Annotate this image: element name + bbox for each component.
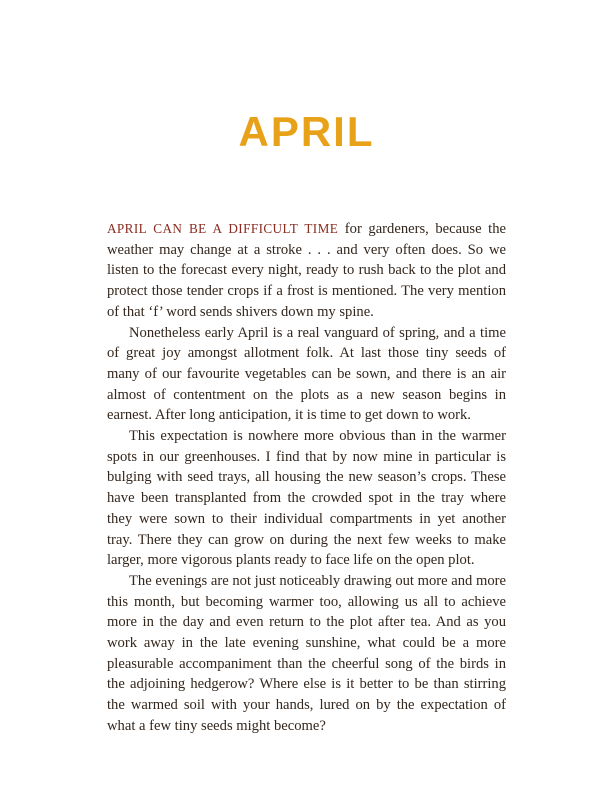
paragraph-4: The evenings are not just noticeably drawing out more and more this month, but becoming warmer too, allowing us all to achieve more in the day and even return to the plot after tea. And as you work away in the late evening sunshine, what could be a more pleasurable accompaniment than the cheerful song of the birds in the adjoining hedgerow? Where else is it better to be than stirring the warmed soil with your hands, lured on by the expectation of what a few tiny seeds might become? (107, 572, 506, 734)
paragraph-1 (107, 219, 506, 323)
lead-in-smallcaps: APRIL CAN BE A DIFFICULT TIME (107, 221, 339, 236)
paragraph-2: Nonetheless early April is a real vanguard of spring, and a time of great joy amongst allotment folk. At last those tiny seeds of many of our favourite vegetables can be sown, and there is an air almost of contentment on the plots as a new season begins in earnest. After long anticipation, it is time to get down to work. (107, 324, 506, 424)
body-text (107, 219, 506, 737)
chapter-title: APRIL (238, 108, 375, 155)
paragraph-3: This expectation is nowhere more obvious than in the warmer spots in our greenhouses. I find that by now mine in particular is bulging with seed trays, all housing the new season’s crops. These have been transplanted from the crowded spot in the tray where they were sown to their individual compartments in yet another tray. There they can grow on during the next few weeks to make larger, more vigorous plants ready to face life on the open plot. (107, 428, 506, 569)
paragraph-1-text: for gardeners, because the weather may change at a stroke . . . and very often does. So we listen to the forecast every night, ready to rush back to the plot and protect those tender crops if a frost is mentioned. The very mention of that ‘f’ word sends shivers down my spine. (107, 221, 506, 320)
